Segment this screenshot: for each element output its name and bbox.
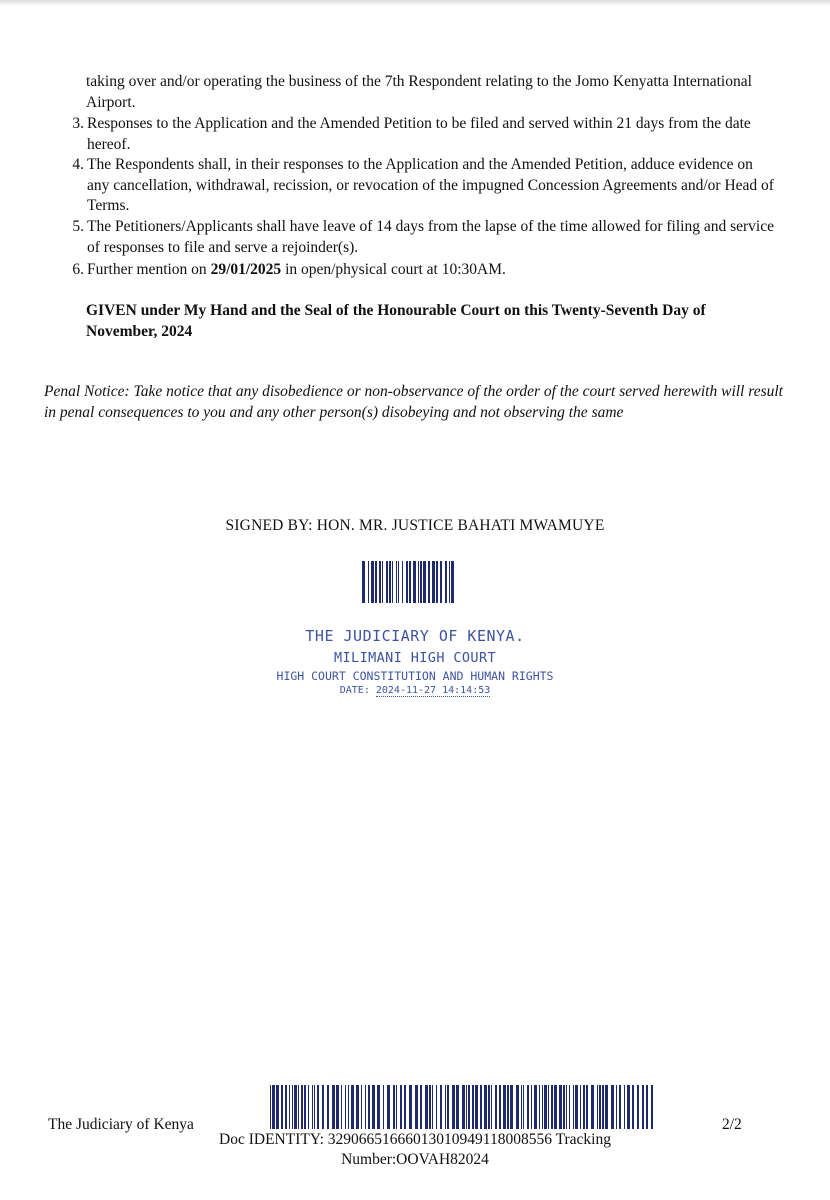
barcode-bar: [503, 1085, 506, 1129]
barcode-bar: [345, 1085, 346, 1129]
barcode-bar: [436, 1085, 437, 1129]
barcode-bar: [452, 1085, 455, 1129]
barcode-bar: [292, 1085, 293, 1129]
tracking-number: Number:OOVAH82024: [341, 1151, 489, 1168]
barcode-bar: [627, 1085, 630, 1129]
barcode-bar: [468, 1085, 470, 1129]
barcode-bar: [398, 561, 399, 603]
barcode-bar: [597, 1085, 598, 1129]
barcode-bar: [393, 1085, 395, 1129]
barcode-bar: [332, 1085, 335, 1129]
barcode-bar: [377, 1085, 380, 1129]
barcode-bar: [569, 1085, 570, 1129]
barcode-bar: [294, 1085, 297, 1129]
barcode-bar: [619, 1085, 621, 1129]
barcode-bar: [308, 1085, 309, 1129]
stamp-line-judiciary: THE JUDICIARY OF KENYA.: [305, 627, 525, 645]
barcode-bar: [386, 561, 388, 603]
page-number: 2/2: [722, 1116, 742, 1133]
barcode-bar: [611, 1085, 614, 1129]
barcode-bar: [456, 1085, 459, 1129]
barcode-bar: [651, 1085, 653, 1129]
barcode-bar: [451, 561, 454, 603]
barcode-bar: [341, 1085, 342, 1129]
barcode-bar: [551, 1085, 553, 1129]
barcode-bar: [387, 1085, 390, 1129]
barcode-bar: [404, 1085, 406, 1129]
barcode-bar: [462, 1085, 465, 1129]
barcode-bar: [495, 1085, 497, 1129]
mention-text-before: Further mention on: [87, 261, 211, 278]
barcode-bar: [379, 561, 381, 603]
stamp-line-division: HIGH COURT CONSTITUTION AND HUMAN RIGHTS: [276, 669, 554, 683]
footer-doc-identity: [0, 1130, 830, 1170]
barcode-bar: [542, 1085, 543, 1129]
barcode-bar: [539, 1085, 540, 1129]
barcode-bar: [432, 561, 435, 603]
barcode-bar: [317, 1085, 319, 1129]
barcode-bar: [445, 1085, 446, 1129]
list-item-text: Responses to the Application and the Amended Petition to be filed and served within 21 days from the date hereof.: [87, 115, 751, 153]
barcode-bar: [423, 561, 426, 603]
doc-identity-line: Doc IDENTITY: 3290665166601301094911800855​6 Tracking: [219, 1131, 611, 1148]
barcode-bar: [428, 561, 430, 603]
footer-judiciary: The Judiciary of Kenya: [48, 1116, 194, 1133]
barcode-bar: [304, 1085, 306, 1129]
barcode-bar: [575, 1085, 578, 1129]
barcode-bar: [480, 1085, 482, 1129]
barcode-bar: [624, 1085, 625, 1129]
barcode-bar: [289, 1085, 290, 1129]
barcode-bar: [566, 1085, 567, 1129]
barcode-bar: [276, 1085, 279, 1129]
barcode-bar: [499, 1085, 501, 1129]
barcode-bar: [420, 1085, 422, 1129]
barcode-bar: [466, 1085, 467, 1129]
mention-text-after: in open/physical court at 10:30AM.: [281, 261, 506, 278]
barcode-bar: [475, 1085, 478, 1129]
barcode-bar: [491, 1085, 492, 1129]
barcode-bar: [400, 1085, 402, 1129]
list-item-text: [87, 260, 777, 281]
barcode: [362, 561, 454, 603]
barcode-bar: [599, 1085, 601, 1129]
barcode-bar: [322, 1085, 324, 1129]
footer-barcode: [270, 1085, 654, 1129]
stamp-date-value: 2024-11-27 14:14:53: [375, 685, 491, 696]
barcode-bar: [348, 1085, 349, 1129]
barcode-bar: [362, 561, 365, 603]
barcode-bar: [559, 1085, 562, 1129]
barcode-bar: [382, 561, 383, 603]
barcode-bar: [554, 1085, 557, 1129]
barcode-bar: [371, 561, 374, 603]
barcode-bar: [440, 561, 442, 603]
barcode-bar: [429, 1085, 431, 1129]
barcode-bar: [406, 561, 408, 603]
barcode-bar: [440, 1085, 442, 1129]
barcode-bar: [415, 1085, 418, 1129]
barcode-bar: [548, 1085, 549, 1129]
barcode-bar: [583, 1085, 585, 1129]
stamp-date-label: DATE:: [339, 685, 376, 696]
barcode-bar: [409, 1085, 412, 1129]
barcode-bar: [314, 1085, 315, 1129]
barcode-bar: [409, 561, 411, 603]
barcode-bar: [523, 1085, 524, 1129]
barcode-bar: [507, 1085, 509, 1129]
list-item-number: 5.: [72, 218, 84, 235]
list-item-text: The Petitioners/Applicants shall have leave of 14 days from the lapse of the time allowed for filing and service of responses to file and serve a rejoinder(s).: [87, 218, 774, 256]
barcode-bar: [312, 1085, 313, 1129]
barcode-bar: [301, 1085, 303, 1129]
barcode-bar: [591, 1085, 594, 1129]
barcode-bar: [432, 1085, 433, 1129]
barcode-bar: [534, 1085, 537, 1129]
barcode-bar: [436, 561, 438, 603]
barcode-bar: [270, 1085, 271, 1129]
barcode-bar: [521, 1085, 522, 1129]
barcode-bar: [516, 1085, 519, 1129]
barcode-bar: [372, 1085, 375, 1129]
barcode-bar: [327, 1085, 329, 1129]
signed-by: SIGNED BY: HON. MR. JUSTICE BAHATI MWAMUYE: [225, 517, 605, 534]
barcode-bar: [396, 561, 397, 603]
barcode-bar: [472, 1085, 474, 1129]
penal-notice: Penal Notice: Take notice that any disobedience or non-observance of the order of the court served herewith will result in penal consequences to you and any other person(s) disobeying and not observing the same: [44, 383, 783, 421]
barcode-bar: [351, 1085, 354, 1129]
list-item-number: 4.: [72, 156, 84, 173]
barcode-bar: [368, 1085, 370, 1129]
stamp-date: [0, 685, 830, 696]
list-item-number: 3.: [72, 115, 84, 132]
barcode-bar: [375, 561, 377, 603]
barcode-bar: [544, 1085, 547, 1129]
barcode-bar: [356, 1085, 359, 1129]
barcode-bar: [616, 1085, 617, 1129]
barcode-bar: [449, 561, 450, 603]
barcode-bar: [392, 561, 393, 603]
barcode-bar: [361, 1085, 362, 1129]
barcode-bar: [402, 561, 403, 603]
barcode-bar: [285, 1085, 287, 1129]
barcode-bar: [389, 561, 391, 603]
barcode-bar: [527, 1085, 529, 1129]
barcode-bar: [365, 1085, 366, 1129]
barcode-bar: [281, 1085, 283, 1129]
barcode-bar: [425, 1085, 428, 1129]
barcode-bar: [632, 1085, 634, 1129]
list-item-text: The Respondents shall, in their responses to the Application and the Amended Petition, adduce evidence on any cancellation, withdrawal, recission, or revocation of the impugned Concession Agreements and/or Head of Terms.: [87, 156, 774, 215]
page-top-edge: [0, 0, 830, 6]
barcode-bar: [420, 561, 422, 603]
barcode-bar: [336, 1085, 339, 1129]
barcode-bar: [447, 1085, 449, 1129]
barcode-bar: [531, 1085, 532, 1129]
barcode-bar: [646, 1085, 648, 1129]
barcode-bar: [602, 1085, 604, 1129]
barcode-bar: [637, 1085, 639, 1129]
barcode-bar: [396, 1085, 397, 1129]
mention-date: 29/01/2025: [210, 261, 282, 278]
barcode-bar: [642, 1085, 644, 1129]
barcode-bar: [573, 1085, 574, 1129]
stamp-line-court: MILIMANI HIGH COURT: [333, 650, 497, 666]
barcode-bar: [383, 1085, 384, 1129]
barcode-bar: [368, 561, 369, 603]
barcode-bar: [580, 1085, 581, 1129]
barcode-bar: [298, 1085, 299, 1129]
barcode-bar: [418, 561, 419, 603]
barcode-bar: [510, 1085, 513, 1129]
barcode-bar: [488, 1085, 490, 1129]
barcode-bar: [605, 1085, 608, 1129]
given-statement: GIVEN under My Hand and the Seal of the Honourable Court on this Twenty-Seventh Day of November, 2024: [86, 302, 706, 340]
barcode-bar: [272, 1085, 275, 1129]
barcode-bar: [484, 1085, 487, 1129]
barcode-bar: [563, 1085, 565, 1129]
barcode-bar: [413, 561, 416, 603]
list-item-number: 6.: [72, 261, 84, 278]
barcode-bar: [586, 1085, 588, 1129]
barcode-bar: [445, 561, 447, 603]
continuation-text: taking over and/or operating the business of the 7th Respondent relating to the Jomo Kenyatta International Airport.: [86, 73, 752, 111]
